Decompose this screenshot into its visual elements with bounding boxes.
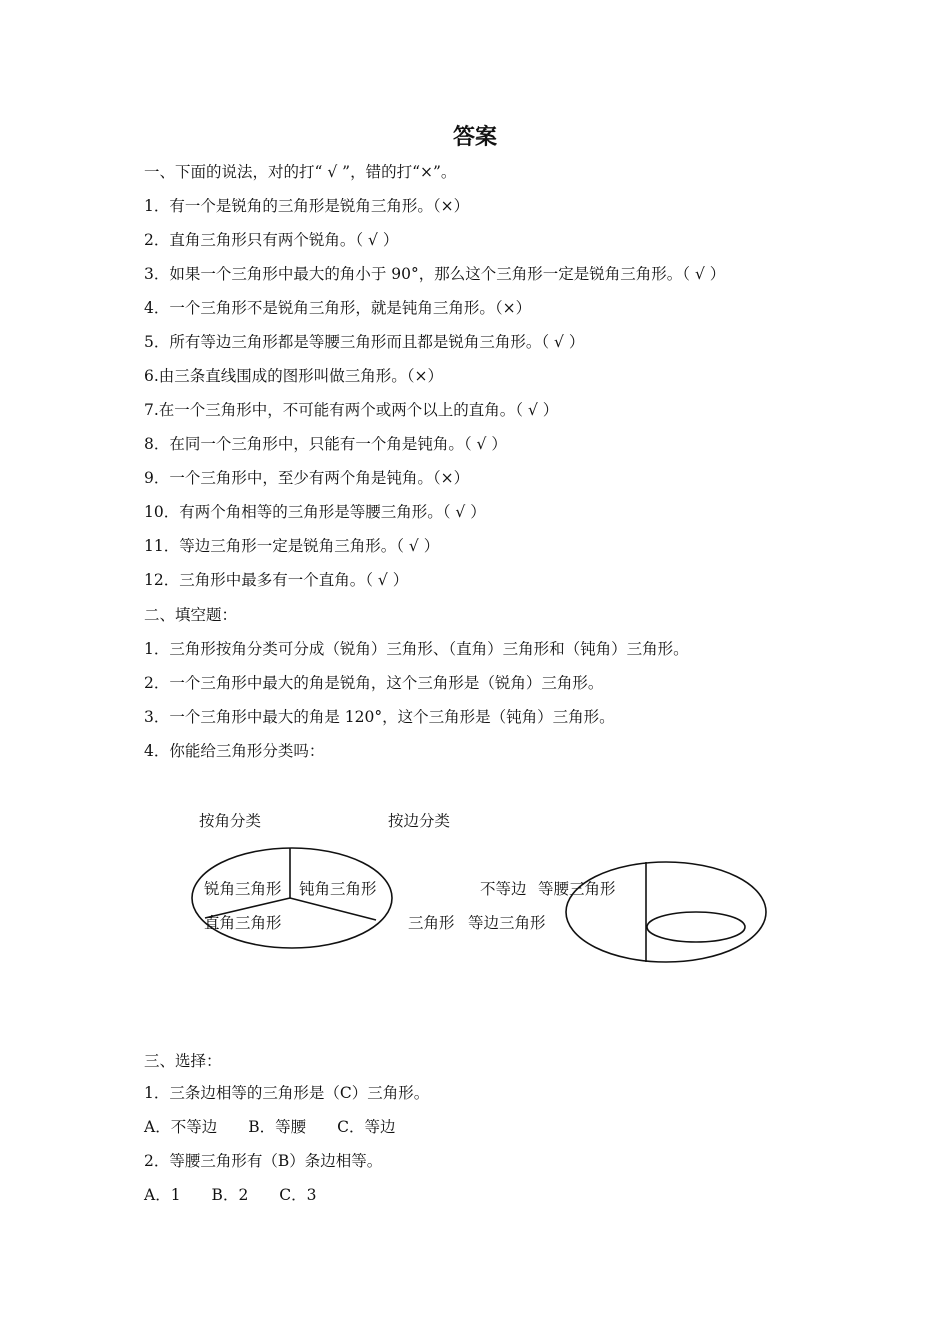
fill-item-3: 3．一个三角形中最大的角是 120°，这个三角形是（钝角）三角形。 xyxy=(144,708,615,726)
choice-options-1: A．不等边 B．等腰 C．等边 xyxy=(144,1118,396,1136)
judgement-item-3: 3．如果一个三角形中最大的角小于 90°，那么这个三角形一定是锐角三角形。（ √ ） xyxy=(144,265,726,283)
by-angle-divider-right xyxy=(290,898,376,920)
judgement-item-11: 11．等边三角形一定是锐角三角形。（ √ ） xyxy=(144,537,440,555)
by-side-ellipse xyxy=(566,862,766,962)
choice-question-2: 2．等腰三角形有（B）条边相等。 xyxy=(144,1152,383,1170)
judgement-item-2: 2．直角三角形只有两个锐角。（ √ ） xyxy=(144,231,399,249)
judgement-item-5: 5．所有等边三角形都是等腰三角形而且都是锐角三角形。（ √ ） xyxy=(144,333,585,351)
by-side-title: 按边分类 xyxy=(388,812,451,830)
scalene-label-line1: 不等边 xyxy=(480,880,527,898)
by-angle-title: 按角分类 xyxy=(199,812,262,830)
section2-heading: 二、填空题： xyxy=(144,606,238,624)
judgement-item-9: 9．一个三角形中，至少有两个角是钝角。（×） xyxy=(144,469,470,487)
judgement-item-1: 1．有一个是锐角的三角形是锐角三角形。（×） xyxy=(144,197,470,215)
right-triangle-label: 直角三角形 xyxy=(204,914,282,932)
judgement-item-6: 6.由三条直线围成的图形叫做三角形。（×） xyxy=(144,367,444,385)
isosceles-label: 等腰三角形 xyxy=(538,880,616,898)
judgement-item-12: 12．三角形中最多有一个直角。（ √ ） xyxy=(144,571,409,589)
scalene-label-line2: 三角形 xyxy=(408,914,455,932)
choice-options-2: A．1 B．2 C．3 xyxy=(144,1186,317,1204)
section1-heading: 一、下面的说法，对的打“ √ ”，错的打“×”。 xyxy=(144,163,457,181)
page-title: 答案 xyxy=(452,125,497,150)
fill-item-1: 1．三角形按角分类可分成（锐角）三角形、（直角）三角形和（钝角）三角形。 xyxy=(144,640,689,658)
section3-heading: 三、选择： xyxy=(144,1052,222,1070)
fill-item-2: 2．一个三角形中最大的角是锐角，这个三角形是（锐角）三角形。 xyxy=(144,674,604,692)
fill-item-4: 4．你能给三角形分类吗： xyxy=(144,742,325,760)
equilateral-ellipse xyxy=(647,912,745,942)
equilateral-label: 等边三角形 xyxy=(468,914,546,932)
acute-triangle-label: 锐角三角形 xyxy=(204,880,282,898)
judgement-item-8: 8．在同一个三角形中，只能有一个角是钝角。（ √ ） xyxy=(144,435,507,453)
judgement-item-10: 10．有两个角相等的三角形是等腰三角形。（ √ ） xyxy=(144,503,486,521)
judgement-item-4: 4．一个三角形不是锐角三角形，就是钝角三角形。（×） xyxy=(144,299,532,317)
judgement-item-7: 7.在一个三角形中，不可能有两个或两个以上的直角。（ √ ） xyxy=(144,401,559,419)
obtuse-triangle-label: 钝角三角形 xyxy=(299,880,377,898)
choice-question-1: 1．三条边相等的三角形是（C）三角形。 xyxy=(144,1084,430,1102)
